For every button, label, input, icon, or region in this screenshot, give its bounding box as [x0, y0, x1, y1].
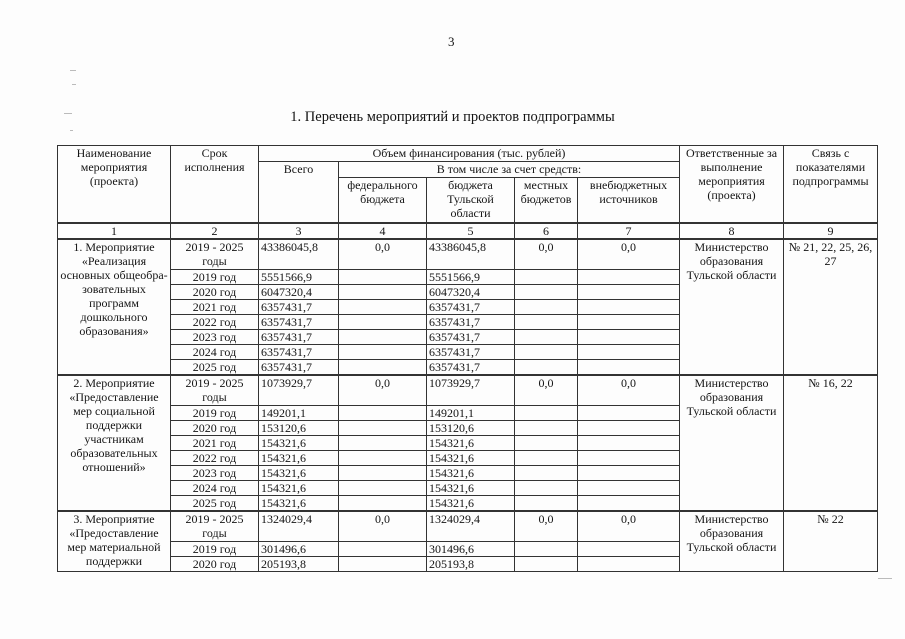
total-cell: 6357431,7	[259, 345, 339, 360]
local-cell	[515, 345, 578, 360]
regional-cell: 1324029,4	[427, 511, 515, 542]
extra-cell	[578, 270, 680, 285]
federal-cell: 0,0	[339, 375, 427, 406]
link-cell: № 21, 22, 25, 26, 27	[784, 239, 878, 375]
federal-cell	[339, 481, 427, 496]
total-cell: 153120,6	[259, 421, 339, 436]
extra-cell	[578, 542, 680, 557]
period-cell: 2020 год	[171, 557, 259, 572]
period-cell: 2019 - 2025 годы	[171, 511, 259, 542]
header-responsible: Ответственные за выполнение мероприятия (проекта)	[680, 146, 784, 224]
local-cell	[515, 360, 578, 376]
regional-cell: 149201,1	[427, 406, 515, 421]
local-cell	[515, 270, 578, 285]
extra-cell	[578, 451, 680, 466]
column-number: 9	[784, 223, 878, 239]
extra-cell	[578, 421, 680, 436]
period-cell: 2022 год	[171, 451, 259, 466]
regional-cell: 205193,8	[427, 557, 515, 572]
header-regional: бюджета Тульской области	[427, 178, 515, 224]
extra-cell: 0,0	[578, 239, 680, 270]
federal-cell	[339, 345, 427, 360]
total-cell: 154321,6	[259, 466, 339, 481]
regional-cell: 154321,6	[427, 436, 515, 451]
column-number: 6	[515, 223, 578, 239]
federal-cell	[339, 496, 427, 512]
local-cell	[515, 330, 578, 345]
regional-cell: 1073929,7	[427, 375, 515, 406]
extra-cell	[578, 496, 680, 512]
local-cell: 0,0	[515, 511, 578, 542]
period-cell: 2019 год	[171, 406, 259, 421]
activity-name: 2. Мероприятие «Предоставление мер социальной поддержки участникам образовательных отношений»	[58, 375, 171, 511]
federal-cell	[339, 421, 427, 436]
local-cell	[515, 557, 578, 572]
regional-cell: 153120,6	[427, 421, 515, 436]
extra-cell	[578, 315, 680, 330]
total-cell: 1324029,4	[259, 511, 339, 542]
period-cell: 2025 год	[171, 360, 259, 376]
regional-cell: 154321,6	[427, 466, 515, 481]
column-number: 7	[578, 223, 680, 239]
federal-cell	[339, 406, 427, 421]
header-local: местных бюджетов	[515, 178, 578, 224]
period-cell: 2019 год	[171, 270, 259, 285]
extra-cell: 0,0	[578, 375, 680, 406]
total-cell: 43386045,8	[259, 239, 339, 270]
extra-cell	[578, 436, 680, 451]
local-cell	[515, 451, 578, 466]
local-cell: 0,0	[515, 375, 578, 406]
federal-cell	[339, 557, 427, 572]
local-cell	[515, 481, 578, 496]
local-cell	[515, 406, 578, 421]
period-cell: 2020 год	[171, 285, 259, 300]
federal-cell: 0,0	[339, 239, 427, 270]
total-cell: 154321,6	[259, 481, 339, 496]
period-cell: 2021 год	[171, 300, 259, 315]
total-cell: 205193,8	[259, 557, 339, 572]
period-cell: 2024 год	[171, 481, 259, 496]
header-period: Срок исполнения	[171, 146, 259, 224]
link-cell: № 22	[784, 511, 878, 572]
column-number: 1	[58, 223, 171, 239]
local-cell	[515, 300, 578, 315]
total-cell: 6357431,7	[259, 315, 339, 330]
extra-cell	[578, 300, 680, 315]
federal-cell	[339, 285, 427, 300]
header-extra: внебюджетных источников	[578, 178, 680, 224]
activity-name: 3. Мероприятие «Предоставление мер материальной поддержки	[58, 511, 171, 572]
local-cell	[515, 542, 578, 557]
period-cell: 2019 год	[171, 542, 259, 557]
extra-cell	[578, 285, 680, 300]
activity-name: 1. Мероприятие «Реализация основных общеобра-зовательных программ дошкольного образования»	[58, 239, 171, 375]
responsible-cell: Министерство образования Тульской области	[680, 239, 784, 375]
extra-cell	[578, 345, 680, 360]
header-name: Наименование мероприятия (проекта)	[58, 146, 171, 224]
document-title: 1. Перечень мероприятий и проектов подпрограммы	[290, 109, 615, 125]
header-link: Связь с показателями подпрограммы	[784, 146, 878, 224]
total-cell: 6357431,7	[259, 360, 339, 376]
federal-cell	[339, 300, 427, 315]
federal-cell	[339, 270, 427, 285]
local-cell: 0,0	[515, 239, 578, 270]
local-cell	[515, 285, 578, 300]
table-row	[58, 511, 878, 542]
period-cell: 2019 - 2025 годы	[171, 239, 259, 270]
table-row	[58, 239, 878, 270]
regional-cell: 43386045,8	[427, 239, 515, 270]
regional-cell: 6357431,7	[427, 300, 515, 315]
local-cell	[515, 421, 578, 436]
regional-cell: 154321,6	[427, 496, 515, 512]
total-cell: 1073929,7	[259, 375, 339, 406]
local-cell	[515, 436, 578, 451]
period-cell: 2019 - 2025 годы	[171, 375, 259, 406]
responsible-cell: Министерство образования Тульской области	[680, 511, 784, 572]
column-number-row	[58, 223, 878, 239]
column-number: 2	[171, 223, 259, 239]
extra-cell	[578, 466, 680, 481]
extra-cell	[578, 360, 680, 376]
regional-cell: 5551566,9	[427, 270, 515, 285]
period-cell: 2020 год	[171, 421, 259, 436]
local-cell	[515, 466, 578, 481]
federal-cell	[339, 451, 427, 466]
column-number: 5	[427, 223, 515, 239]
local-cell	[515, 496, 578, 512]
total-cell: 6357431,7	[259, 330, 339, 345]
activities-table	[57, 145, 878, 572]
federal-cell	[339, 436, 427, 451]
table-row	[58, 375, 878, 406]
column-number: 8	[680, 223, 784, 239]
total-cell: 5551566,9	[259, 270, 339, 285]
total-cell: 6047320,4	[259, 285, 339, 300]
federal-cell	[339, 315, 427, 330]
regional-cell: 6357431,7	[427, 360, 515, 376]
column-number: 4	[339, 223, 427, 239]
federal-cell	[339, 542, 427, 557]
regional-cell: 6357431,7	[427, 345, 515, 360]
total-cell: 301496,6	[259, 542, 339, 557]
column-number: 3	[259, 223, 339, 239]
link-cell: № 16, 22	[784, 375, 878, 511]
regional-cell: 154321,6	[427, 451, 515, 466]
federal-cell	[339, 466, 427, 481]
period-cell: 2021 год	[171, 436, 259, 451]
federal-cell	[339, 360, 427, 376]
period-cell: 2025 год	[171, 496, 259, 512]
period-cell: 2022 год	[171, 315, 259, 330]
header-federal: федерального бюджета	[339, 178, 427, 224]
federal-cell: 0,0	[339, 511, 427, 542]
total-cell: 6357431,7	[259, 300, 339, 315]
page-number: 3	[448, 34, 455, 49]
period-cell: 2023 год	[171, 330, 259, 345]
extra-cell: 0,0	[578, 511, 680, 542]
responsible-cell: Министерство образования Тульской области	[680, 375, 784, 511]
total-cell: 154321,6	[259, 496, 339, 512]
extra-cell	[578, 406, 680, 421]
extra-cell	[578, 330, 680, 345]
total-cell: 154321,6	[259, 436, 339, 451]
regional-cell: 6357431,7	[427, 330, 515, 345]
regional-cell: 154321,6	[427, 481, 515, 496]
local-cell	[515, 315, 578, 330]
extra-cell	[578, 481, 680, 496]
total-cell: 149201,1	[259, 406, 339, 421]
header-total: Всего	[259, 162, 339, 224]
header-including: В том числе за счет средств:	[339, 162, 680, 178]
federal-cell	[339, 330, 427, 345]
regional-cell: 301496,6	[427, 542, 515, 557]
total-cell: 154321,6	[259, 451, 339, 466]
regional-cell: 6357431,7	[427, 315, 515, 330]
extra-cell	[578, 557, 680, 572]
period-cell: 2023 год	[171, 466, 259, 481]
header-funding: Объем финансирования (тыс. рублей)	[259, 146, 680, 162]
regional-cell: 6047320,4	[427, 285, 515, 300]
period-cell: 2024 год	[171, 345, 259, 360]
